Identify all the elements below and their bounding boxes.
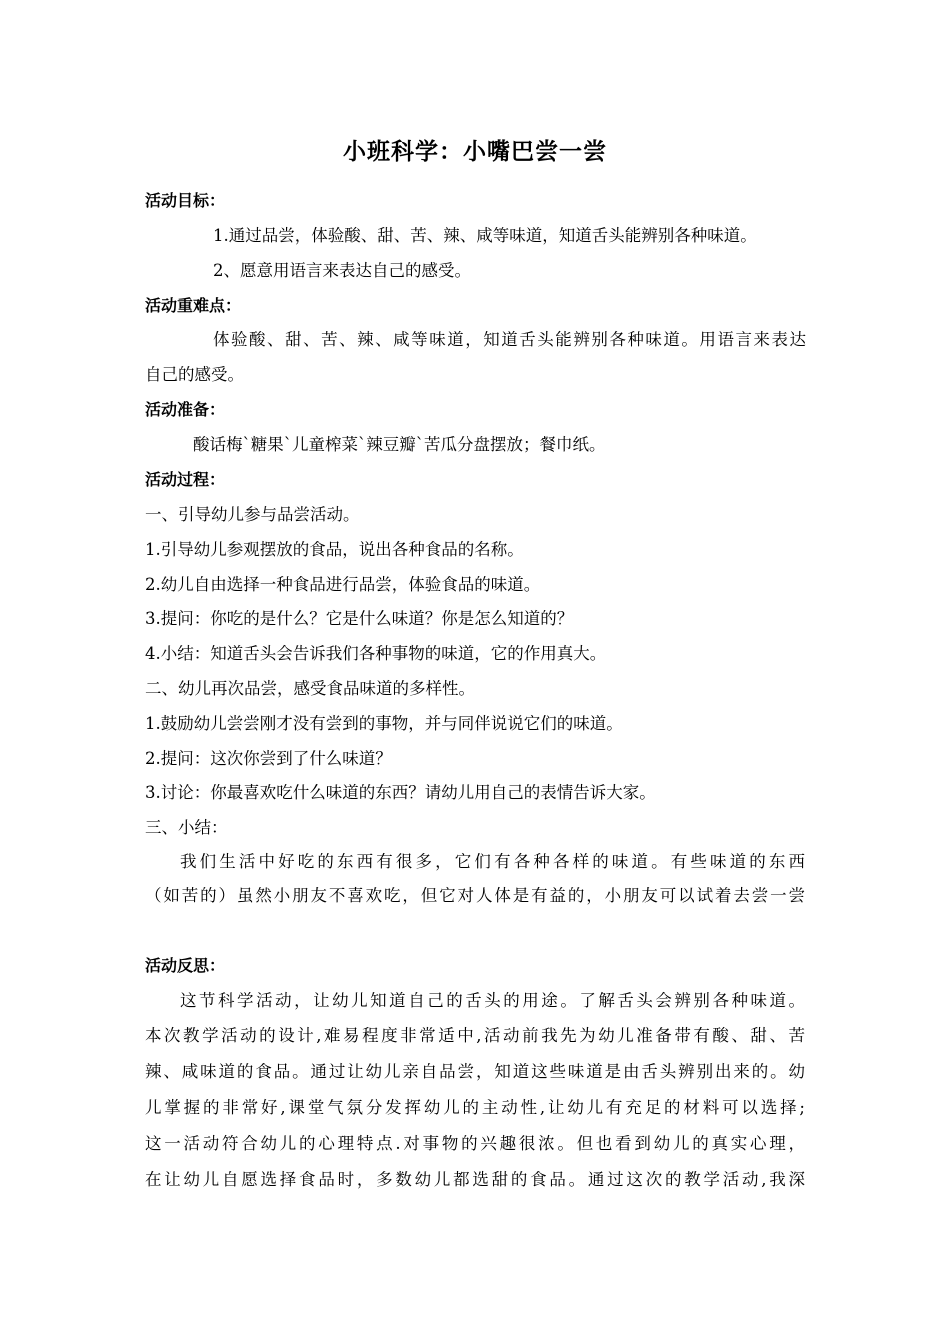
process-line: 3.讨论：你最喜欢吃什么味道的东西？请幼儿用自己的表情告诉大家。	[145, 783, 656, 802]
key-points-line-1: 体验酸、甜、苦、辣、咸等味道，知道舌头能辨别各种味道。用语言来表达	[213, 330, 806, 349]
process-line: 2.提问：这次你尝到了什么味道？	[145, 749, 392, 768]
process-line: 4.小结：知道舌头会告诉我们各种事物的味道，它的作用真大。	[145, 644, 607, 663]
reflection-line: 这一活动符合幼儿的心理特点.对事物的兴趣很浓。但也看到幼儿的真实心理，	[145, 1134, 805, 1153]
reflection-heading: 活动反思：	[145, 956, 226, 975]
key-points-line-2: 自己的感受。	[145, 365, 244, 384]
process-line: 1.引导幼儿参观摆放的食品，说出各种食品的名称。	[145, 540, 524, 559]
goals-heading: 活动目标：	[145, 191, 226, 210]
process-heading: 活动过程：	[145, 470, 226, 489]
process-line: 二、幼儿再次品尝，感受食品味道的多样性。	[145, 679, 475, 698]
reflection-line: 辣、咸味道的食品。通过让幼儿亲自品尝，知道这些味道是由舌头辨别出来的。幼	[145, 1062, 805, 1081]
process-line: 三、小结：	[145, 818, 228, 837]
reflection-line: 在让幼儿自愿选择食品时，多数幼儿都选甜的食品。通过这次的教学活动,我深	[145, 1170, 805, 1189]
process-line: 一、引导幼儿参与品尝活动。	[145, 505, 360, 524]
preparation-text: 酸话梅`糖果`儿童榨菜`辣豆瓣`苦瓜分盘摆放；餐巾纸。	[193, 435, 606, 454]
goal-item-2: 2、愿意用语言来表达自己的感受。	[213, 261, 471, 280]
key-points-heading: 活动重难点：	[145, 296, 242, 315]
summary-line-1: 我们生活中好吃的东西有很多，它们有各种各样的味道。有些味道的东西	[180, 852, 805, 871]
process-line: 2.幼儿自由选择一种食品进行品尝，体验食品的味道。	[145, 575, 541, 594]
summary-line-2: （如苦的）虽然小朋友不喜欢吃，但它对人体是有益的，小朋友可以试着去尝一尝	[145, 886, 805, 905]
process-line: 3.提问：你吃的是什么？它是什么味道？你是怎么知道的？	[145, 609, 574, 628]
reflection-line: 这节科学活动，让幼儿知道自己的舌头的用途。了解舌头会辨别各种味道。	[180, 991, 805, 1010]
preparation-heading: 活动准备：	[145, 400, 226, 419]
reflection-line: 本次教学活动的设计,难易程度非常适中,活动前我先为幼儿准备带有酸、甜、苦	[145, 1026, 805, 1045]
goal-item-1: 1.通过品尝，体验酸、甜、苦、辣、咸等味道，知道舌头能辨别各种味道。	[213, 226, 757, 245]
reflection-line: 儿掌握的非常好,课堂气氛分发挥幼儿的主动性,让幼儿有充足的材料可以选择;	[145, 1098, 805, 1117]
page-title: 小班科学：小嘴巴尝一尝	[343, 139, 607, 165]
process-line: 1.鼓励幼儿尝尝刚才没有尝到的事物，并与同伴说说它们的味道。	[145, 714, 623, 733]
